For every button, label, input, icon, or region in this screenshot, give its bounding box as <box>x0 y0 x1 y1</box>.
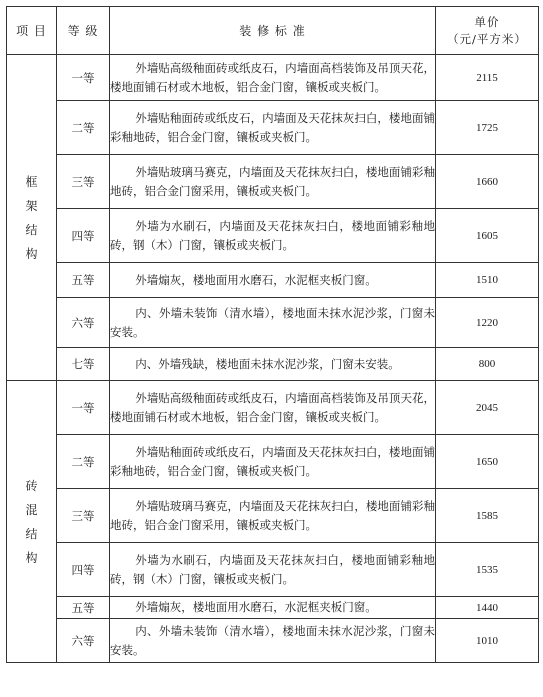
grade-cell: 五等 <box>57 597 110 619</box>
table-row <box>7 348 539 381</box>
standard-cell: 外墙贴玻璃马赛克，内墙面及天花抹灰扫白，楼地面铺彩釉地砖，铝合金门窗采用，镶板或夹板门。 <box>110 489 436 543</box>
price-cell: 1660 <box>436 155 539 209</box>
price-cell: 800 <box>436 348 539 381</box>
decoration-standard-table <box>6 6 539 663</box>
price-cell: 1010 <box>436 619 539 663</box>
price-cell: 1510 <box>436 263 539 298</box>
table-row <box>7 543 539 597</box>
structure-type-cell <box>7 381 57 663</box>
header-standard: 装 修 标 准 <box>110 7 436 55</box>
grade-cell: 三等 <box>57 489 110 543</box>
standard-cell: 内、外墙未装饰（清水墙），楼地面未抹水泥沙浆，门窗未安装。 <box>110 298 436 348</box>
structure-type-char: 架 <box>25 198 38 213</box>
table-row <box>7 155 539 209</box>
price-cell: 1650 <box>436 435 539 489</box>
grade-cell: 七等 <box>57 348 110 381</box>
grade-cell: 二等 <box>57 101 110 155</box>
header-item: 项 目 <box>7 7 57 55</box>
grade-cell: 六等 <box>57 298 110 348</box>
structure-type-char: 构 <box>25 246 38 261</box>
header-price <box>436 7 539 55</box>
price-cell: 1440 <box>436 597 539 619</box>
standard-cell: 外墙为水刷石，内墙面及天花抹灰扫白，楼地面铺彩釉地砖，钢（木）门窗，镶板或夹板门。 <box>110 209 436 263</box>
structure-type-cell <box>7 55 57 381</box>
structure-type-char: 框 <box>25 174 38 189</box>
table-row <box>7 489 539 543</box>
structure-type-char: 混 <box>25 502 38 517</box>
table-row <box>7 381 539 435</box>
price-cell: 2045 <box>436 381 539 435</box>
structure-type-char: 结 <box>25 526 38 541</box>
grade-cell: 三等 <box>57 155 110 209</box>
price-cell: 1220 <box>436 298 539 348</box>
grade-cell: 四等 <box>57 209 110 263</box>
header-price-unit: （元/平方米） <box>447 31 527 46</box>
grade-cell: 四等 <box>57 543 110 597</box>
standard-cell: 外墙贴玻璃马赛克，内墙面及天花抹灰扫白，楼地面铺彩釉地砖，铝合金门窗采用，镶板或夹板门。 <box>110 155 436 209</box>
table-row <box>7 209 539 263</box>
price-cell: 1725 <box>436 101 539 155</box>
standard-cell: 外墙贴高级釉面砖或纸皮石，内墙面高档装饰及吊顶天花，楼地面铺石材或木地板，铝合金门窗，镶板或夹板门。 <box>110 55 436 101</box>
standard-cell: 外墙贴釉面砖或纸皮石，内墙面及天花抹灰扫白，楼地面铺彩釉地砖，铝合金门窗，镶板或夹板门。 <box>110 435 436 489</box>
standard-cell: 外墙为水刷石，内墙面及天花抹灰扫白，楼地面铺彩釉地砖，钢（木）门窗，镶板或夹板门。 <box>110 543 436 597</box>
standard-cell: 外墙贴釉面砖或纸皮石，内墙面及天花抹灰扫白，楼地面铺彩釉地砖，铝合金门窗，镶板或夹板门。 <box>110 101 436 155</box>
grade-cell: 五等 <box>57 263 110 298</box>
structure-type-char: 砖 <box>25 478 38 493</box>
header-row <box>7 7 539 55</box>
grade-cell: 二等 <box>57 435 110 489</box>
standard-cell: 内、外墙残缺，楼地面未抹水泥沙浆，门窗未安装。 <box>110 348 436 381</box>
standard-cell: 外墙贴高级釉面砖或纸皮石，内墙面高档装饰及吊顶天花，楼地面铺石材或木地板，铝合金门窗，镶板或夹板门。 <box>110 381 436 435</box>
table-row <box>7 101 539 155</box>
header-price-label: 单价 <box>474 14 500 29</box>
price-cell: 1585 <box>436 489 539 543</box>
table-row <box>7 298 539 348</box>
table-row <box>7 435 539 489</box>
price-cell: 2115 <box>436 55 539 101</box>
structure-type-char: 结 <box>25 222 38 237</box>
grade-cell: 六等 <box>57 619 110 663</box>
table-body <box>7 55 539 663</box>
standard-cell: 外墙煽灰，楼地面用水磨石，水泥框夹板门窗。 <box>110 263 436 298</box>
header-grade: 等 级 <box>57 7 110 55</box>
table-row <box>7 619 539 663</box>
standard-cell: 外墙煽灰，楼地面用水磨石，水泥框夹板门窗。 <box>110 597 436 619</box>
standard-cell: 内、外墙未装饰（清水墙），楼地面未抹水泥沙浆，门窗未安装。 <box>110 619 436 663</box>
grade-cell: 一等 <box>57 381 110 435</box>
table-row <box>7 55 539 101</box>
structure-type-char: 构 <box>25 550 38 565</box>
price-cell: 1605 <box>436 209 539 263</box>
table-row <box>7 263 539 298</box>
table-row <box>7 597 539 619</box>
grade-cell: 一等 <box>57 55 110 101</box>
price-cell: 1535 <box>436 543 539 597</box>
